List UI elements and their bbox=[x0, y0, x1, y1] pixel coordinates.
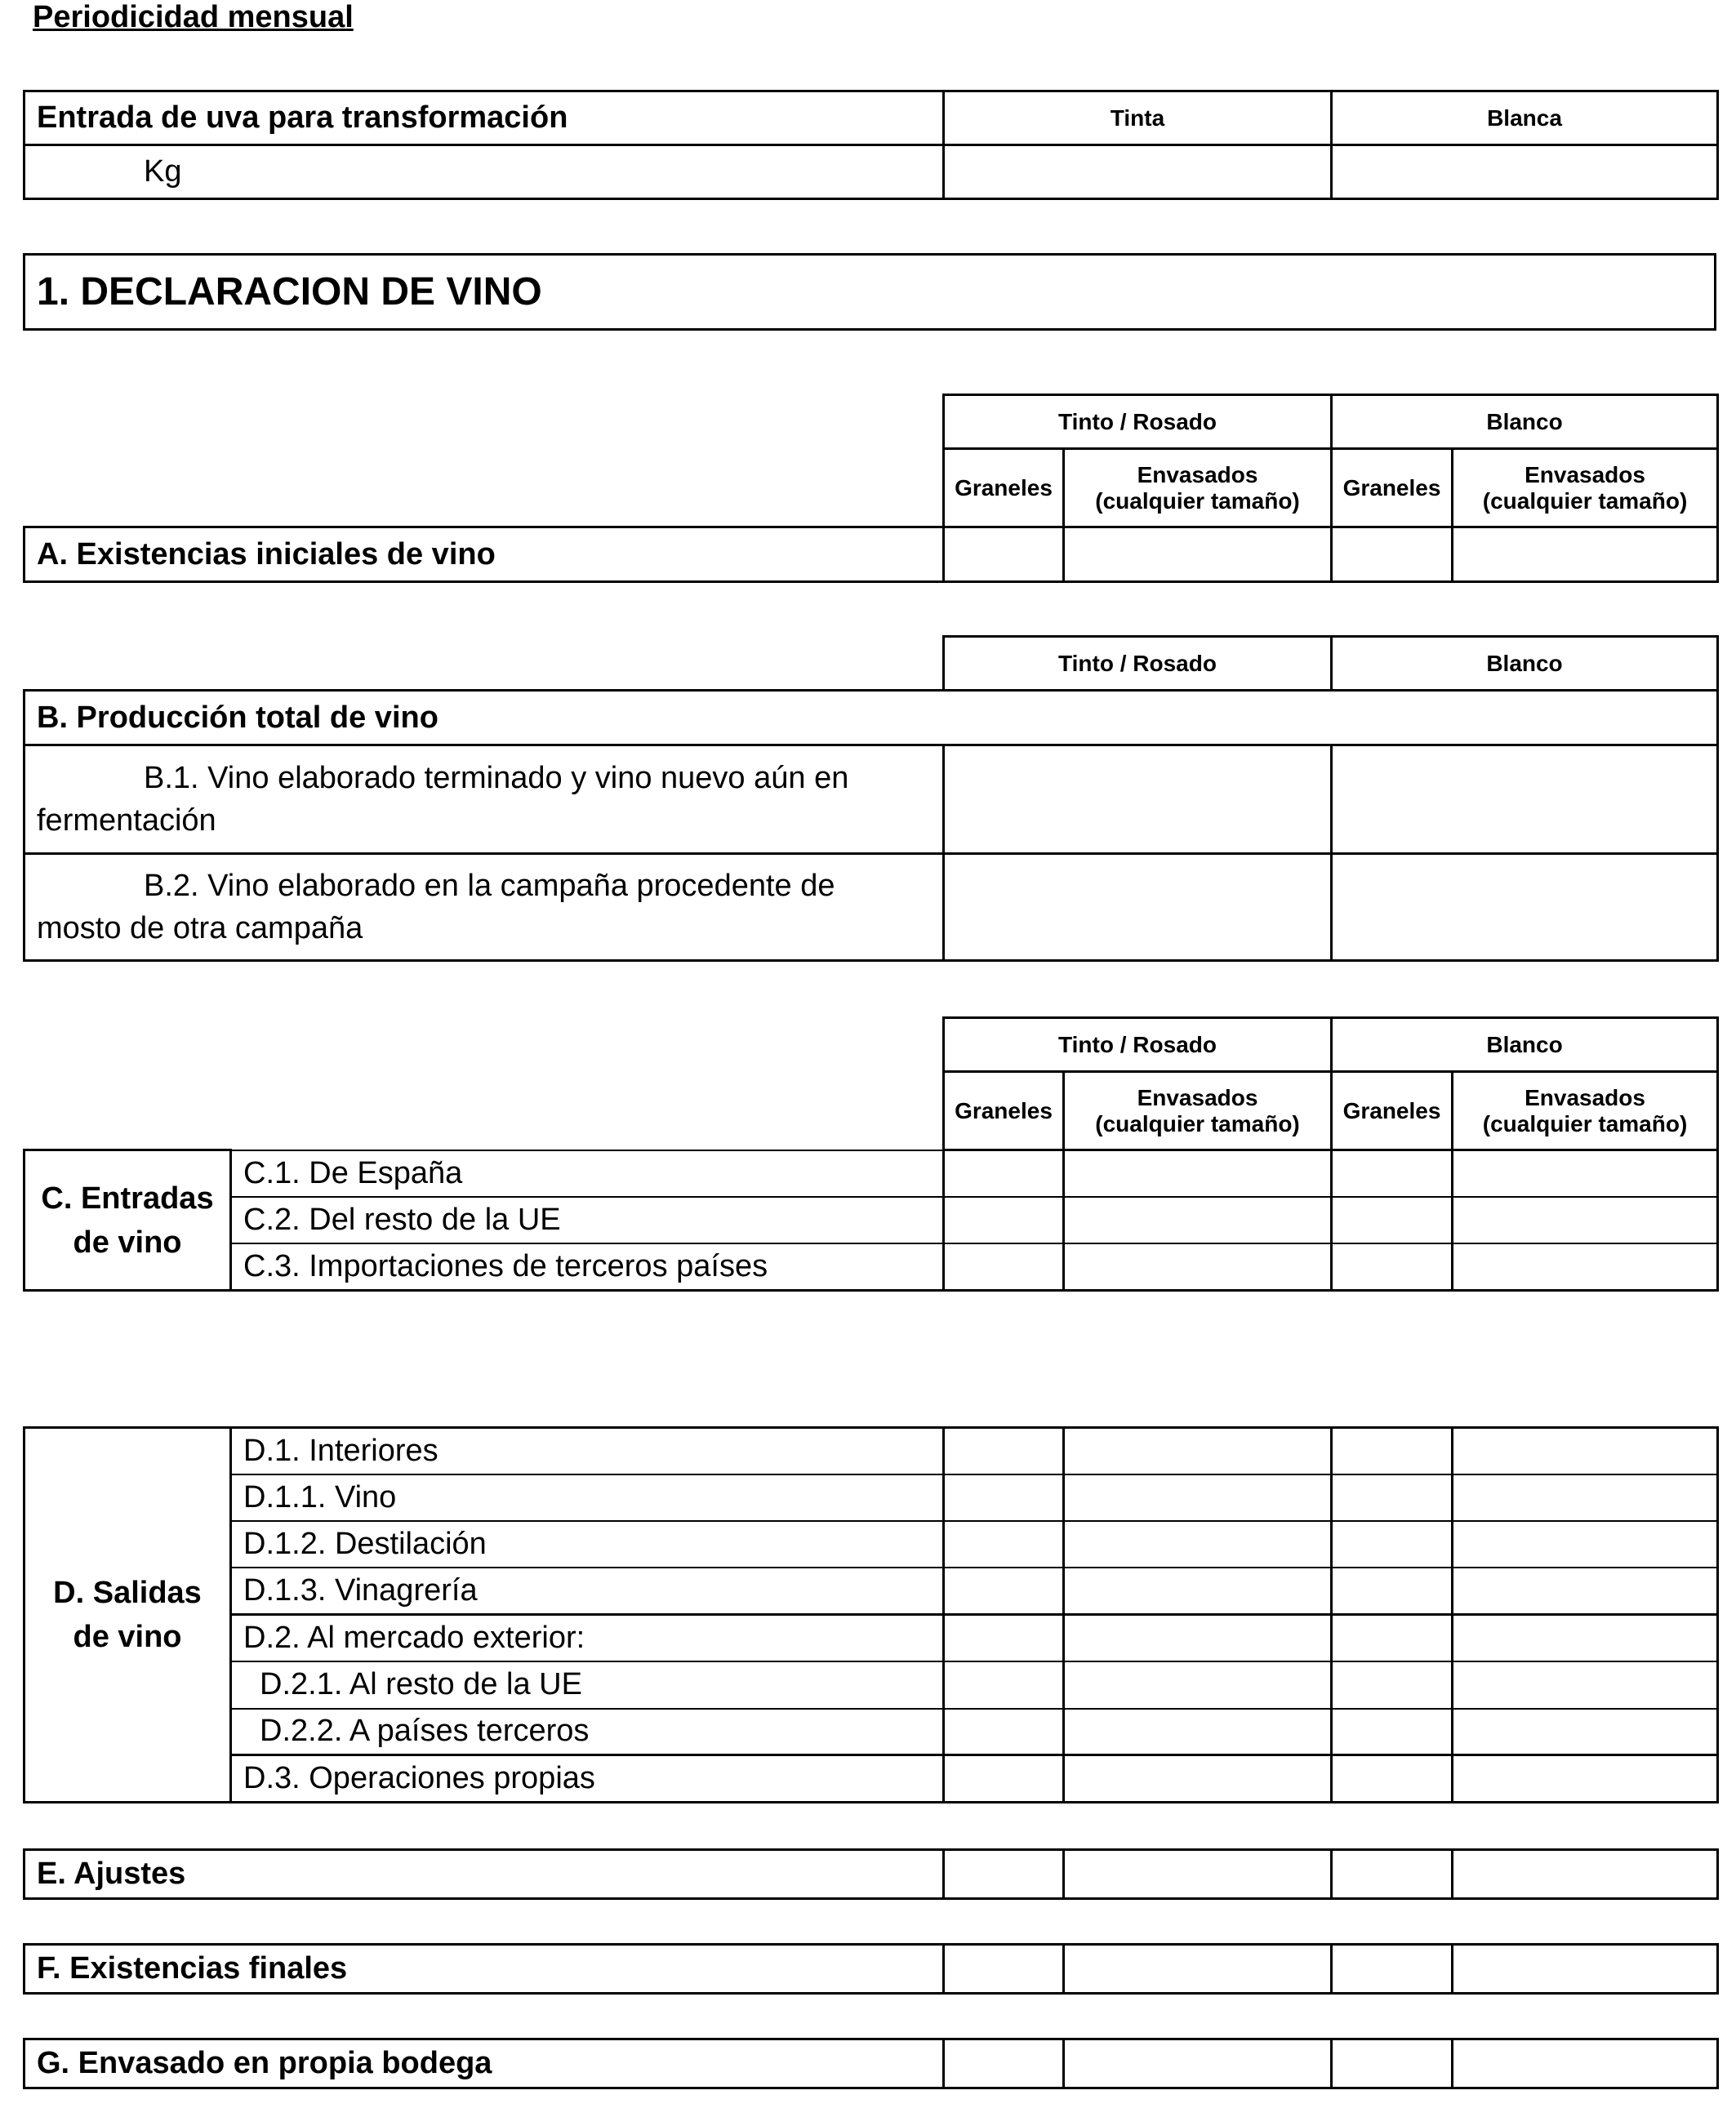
d2-white-packaged-input[interactable] bbox=[1453, 1615, 1718, 1661]
d12-white-bulk-input[interactable] bbox=[1332, 1521, 1453, 1568]
d12-red-packaged-input[interactable] bbox=[1064, 1521, 1332, 1568]
g-label: G. Envasado en propia bodega bbox=[24, 2039, 944, 2088]
a-label: A. Existencias iniciales de vino bbox=[24, 527, 944, 582]
a-white-bulk-input[interactable] bbox=[1332, 527, 1453, 582]
d1-label: D.1. Interiores bbox=[231, 1428, 944, 1474]
d2-white-bulk-input[interactable] bbox=[1332, 1615, 1453, 1661]
f-white-packaged-input[interactable] bbox=[1453, 1945, 1718, 1994]
b-label: B. Producción total de vino bbox=[24, 691, 1718, 745]
d1-white-bulk-input[interactable] bbox=[1332, 1428, 1453, 1474]
c3-red-packaged-input[interactable] bbox=[1064, 1243, 1332, 1291]
white-grape-kg-input[interactable] bbox=[1332, 145, 1718, 199]
c2-red-packaged-input[interactable] bbox=[1064, 1197, 1332, 1243]
d3-red-bulk-input[interactable] bbox=[944, 1755, 1064, 1803]
c1-red-bulk-input[interactable] bbox=[944, 1150, 1064, 1197]
c-label-line2: de vino bbox=[73, 1225, 182, 1260]
c-col-white-packaged bbox=[1453, 1072, 1718, 1150]
a-row-table bbox=[23, 526, 1719, 583]
d13-label: D.1.3. Vinagrería bbox=[231, 1568, 944, 1615]
packaged-l2: (cualquier tamaño) bbox=[1482, 1110, 1688, 1136]
c-label-line1: C. Entradas bbox=[41, 1181, 214, 1216]
d11-red-packaged-input[interactable] bbox=[1064, 1474, 1332, 1521]
a-col-red: Tinto / Rosado bbox=[944, 395, 1332, 449]
d13-red-packaged-input[interactable] bbox=[1064, 1568, 1332, 1615]
a-red-packaged-input[interactable] bbox=[1064, 527, 1332, 582]
b-col-red: Tinto / Rosado bbox=[944, 637, 1332, 691]
c-col-red: Tinto / Rosado bbox=[944, 1018, 1332, 1072]
c-col-white-bulk: Graneles bbox=[1332, 1072, 1453, 1150]
d12-red-bulk-input[interactable] bbox=[944, 1521, 1064, 1568]
section1-title-box bbox=[23, 253, 1716, 331]
d3-white-packaged-input[interactable] bbox=[1453, 1755, 1718, 1803]
c2-white-packaged-input[interactable] bbox=[1453, 1197, 1718, 1243]
a-col-white-bulk: Graneles bbox=[1332, 449, 1453, 527]
packaged-l2: (cualquier tamaño) bbox=[1482, 487, 1688, 514]
packaged-l1: Envasados bbox=[1525, 461, 1645, 487]
c2-white-bulk-input[interactable] bbox=[1332, 1197, 1453, 1243]
d11-red-bulk-input[interactable] bbox=[944, 1474, 1064, 1521]
a-white-packaged-input[interactable] bbox=[1453, 527, 1718, 582]
c-col-red-bulk: Graneles bbox=[944, 1072, 1064, 1150]
b2-line2: mosto de otra campaña bbox=[37, 911, 363, 945]
b-header-table bbox=[942, 635, 1719, 692]
section1-title: 1. DECLARACION DE VINO bbox=[24, 255, 1716, 330]
g-red-packaged-input[interactable] bbox=[1064, 2039, 1332, 2088]
c1-white-bulk-input[interactable] bbox=[1332, 1150, 1453, 1197]
packaged-l1: Envasados bbox=[1137, 461, 1258, 487]
c1-white-packaged-input[interactable] bbox=[1453, 1150, 1718, 1197]
b1-label bbox=[24, 745, 944, 854]
col-white-grape: Blanca bbox=[1332, 91, 1718, 145]
e-red-packaged-input[interactable] bbox=[1064, 1850, 1332, 1899]
a-col-red-packaged bbox=[1064, 449, 1332, 527]
red-grape-kg-input[interactable] bbox=[944, 145, 1332, 199]
a-col-white: Blanco bbox=[1332, 395, 1718, 449]
b2-label bbox=[24, 854, 944, 961]
f-red-bulk-input[interactable] bbox=[944, 1945, 1064, 1994]
d12-white-packaged-input[interactable] bbox=[1453, 1521, 1718, 1568]
e-red-bulk-input[interactable] bbox=[944, 1850, 1064, 1899]
c1-label: C.1. De España bbox=[231, 1150, 944, 1197]
d13-white-bulk-input[interactable] bbox=[1332, 1568, 1453, 1615]
periodicity-title: Periodicidad mensual bbox=[33, 0, 354, 34]
c-col-red-packaged bbox=[1064, 1072, 1332, 1150]
c3-white-bulk-input[interactable] bbox=[1332, 1243, 1453, 1291]
d-label-line1: D. Salidas bbox=[53, 1576, 202, 1610]
packaged-l1: Envasados bbox=[1525, 1084, 1645, 1110]
a-header-table bbox=[942, 394, 1719, 528]
packaged-l1: Envasados bbox=[1137, 1084, 1258, 1110]
b-table bbox=[23, 689, 1719, 962]
d12-label: D.1.2. Destilación bbox=[231, 1521, 944, 1568]
d2-red-packaged-input[interactable] bbox=[1064, 1615, 1332, 1661]
d3-red-packaged-input[interactable] bbox=[1064, 1755, 1332, 1803]
d13-red-bulk-input[interactable] bbox=[944, 1568, 1064, 1615]
f-red-packaged-input[interactable] bbox=[1064, 1945, 1332, 1994]
d1-white-packaged-input[interactable] bbox=[1453, 1428, 1718, 1474]
c1-red-packaged-input[interactable] bbox=[1064, 1150, 1332, 1197]
d3-white-bulk-input[interactable] bbox=[1332, 1755, 1453, 1803]
e-white-packaged-input[interactable] bbox=[1453, 1850, 1718, 1899]
d21-red-bulk-input[interactable] bbox=[944, 1661, 1064, 1709]
d22-white-packaged-input[interactable] bbox=[1453, 1709, 1718, 1755]
d22-white-bulk-input[interactable] bbox=[1332, 1709, 1453, 1755]
c2-red-bulk-input[interactable] bbox=[944, 1197, 1064, 1243]
packaged-l2: (cualquier tamaño) bbox=[1095, 487, 1300, 514]
b2-white-input[interactable] bbox=[1332, 854, 1718, 961]
grape-entry-table bbox=[23, 90, 1719, 200]
d22-label: D.2.2. A países terceros bbox=[231, 1709, 944, 1755]
c2-label: C.2. Del resto de la UE bbox=[231, 1197, 944, 1243]
col-red-grape: Tinta bbox=[944, 91, 1332, 145]
d11-label: D.1.1. Vino bbox=[231, 1474, 944, 1521]
d22-red-packaged-input[interactable] bbox=[1064, 1709, 1332, 1755]
d22-red-bulk-input[interactable] bbox=[944, 1709, 1064, 1755]
a-col-white-packaged bbox=[1453, 449, 1718, 527]
g-white-packaged-input[interactable] bbox=[1453, 2039, 1718, 2088]
g-red-bulk-input[interactable] bbox=[944, 2039, 1064, 2088]
c3-white-packaged-input[interactable] bbox=[1453, 1243, 1718, 1291]
d21-red-packaged-input[interactable] bbox=[1064, 1661, 1332, 1709]
d-label-line2: de vino bbox=[73, 1620, 182, 1654]
b1-line2: fermentación bbox=[37, 803, 216, 838]
d11-white-packaged-input[interactable] bbox=[1453, 1474, 1718, 1521]
a-red-bulk-input[interactable] bbox=[944, 527, 1064, 582]
d21-label: D.2.1. Al resto de la UE bbox=[231, 1661, 944, 1709]
b1-line1: B.1. Vino elaborado terminado y vino nuevo aún en bbox=[144, 761, 849, 795]
g-white-bulk-input[interactable] bbox=[1332, 2039, 1453, 2088]
c-col-white: Blanco bbox=[1332, 1018, 1718, 1072]
b2-red-input[interactable] bbox=[944, 854, 1332, 961]
f-label: F. Existencias finales bbox=[24, 1945, 944, 1994]
d-table bbox=[23, 1426, 1719, 1803]
grape-entry-label: Entrada de uva para transformación bbox=[24, 91, 944, 145]
d3-label: D.3. Operaciones propias bbox=[231, 1755, 944, 1803]
d21-white-bulk-input[interactable] bbox=[1332, 1661, 1453, 1709]
d2-red-bulk-input[interactable] bbox=[944, 1615, 1064, 1661]
c-header-table bbox=[942, 1016, 1719, 1151]
b-col-white: Blanco bbox=[1332, 637, 1718, 691]
b1-white-input[interactable] bbox=[1332, 745, 1718, 854]
packaged-l2: (cualquier tamaño) bbox=[1095, 1110, 1300, 1136]
e-label: E. Ajustes bbox=[24, 1850, 944, 1899]
g-row-table bbox=[23, 2038, 1719, 2089]
f-white-bulk-input[interactable] bbox=[1332, 1945, 1453, 1994]
a-col-red-bulk: Graneles bbox=[944, 449, 1064, 527]
c-table bbox=[23, 1149, 1719, 1292]
d2-label: D.2. Al mercado exterior: bbox=[231, 1615, 944, 1661]
d11-white-bulk-input[interactable] bbox=[1332, 1474, 1453, 1521]
c3-red-bulk-input[interactable] bbox=[944, 1243, 1064, 1291]
d21-white-packaged-input[interactable] bbox=[1453, 1661, 1718, 1709]
d1-red-packaged-input[interactable] bbox=[1064, 1428, 1332, 1474]
d13-white-packaged-input[interactable] bbox=[1453, 1568, 1718, 1615]
b1-red-input[interactable] bbox=[944, 745, 1332, 854]
e-white-bulk-input[interactable] bbox=[1332, 1850, 1453, 1899]
d1-red-bulk-input[interactable] bbox=[944, 1428, 1064, 1474]
unit-kg: Kg bbox=[24, 145, 944, 199]
c-group-label bbox=[24, 1150, 231, 1291]
d-group-label bbox=[24, 1428, 231, 1803]
e-row-table bbox=[23, 1848, 1719, 1900]
f-row-table bbox=[23, 1943, 1719, 1995]
b2-line1: B.2. Vino elaborado en la campaña procedente de bbox=[144, 869, 835, 903]
c3-label: C.3. Importaciones de terceros países bbox=[231, 1243, 944, 1291]
